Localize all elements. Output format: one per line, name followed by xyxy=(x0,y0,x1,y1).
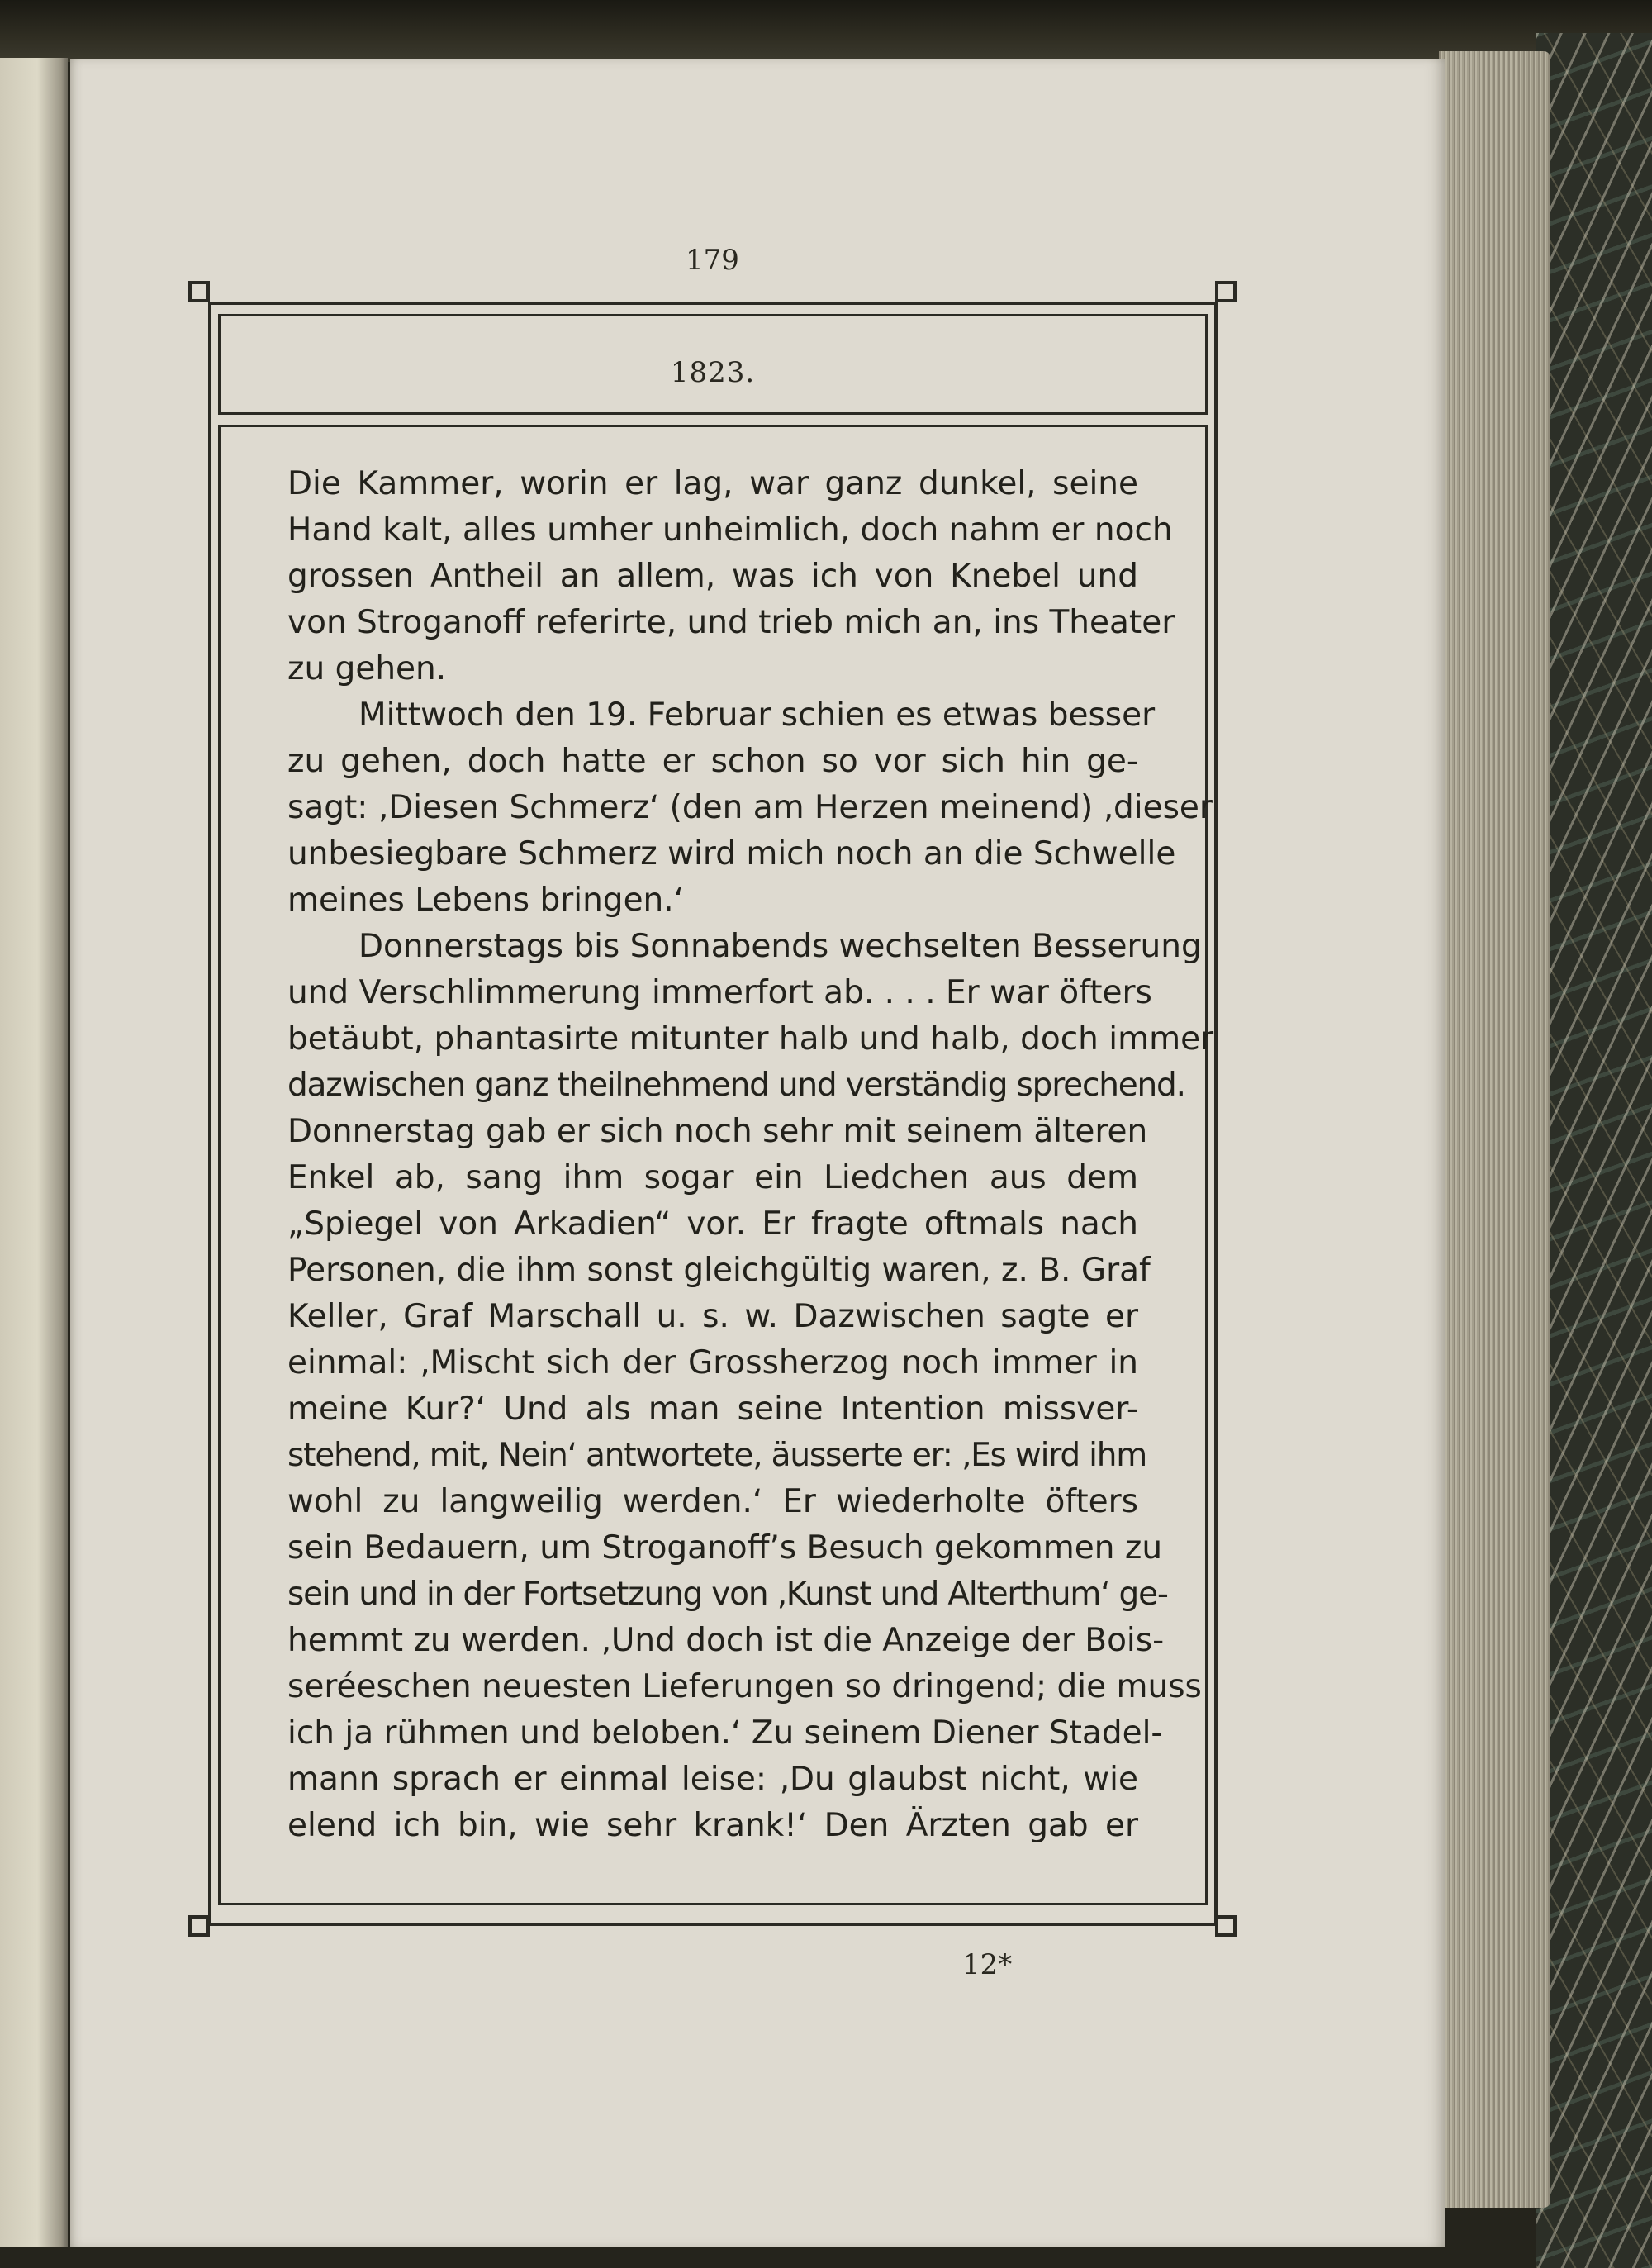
text-line: sein und in der Fortsetzung von ‚Kunst und Alterthum‘ ge- xyxy=(287,1576,1168,1613)
text-line: grossen Antheil an allem, was ich von Knebel und xyxy=(287,558,1138,595)
text-line: ich ja rühmen und beloben.‘ Zu seinem Diener Stadel- xyxy=(287,1714,1163,1752)
signature-mark: 12* xyxy=(962,1948,1013,1981)
text-line: mann sprach er einmal leise: ‚Du glaubst nicht, wie xyxy=(287,1761,1138,1798)
page-number: 179 xyxy=(686,244,739,277)
marbled-cover xyxy=(1536,33,1652,2268)
text-line: Donnerstag gab er sich noch sehr mit seinem älteren xyxy=(287,1113,1148,1150)
text-line: einmal: ‚Mischt sich der Grossherzog noch immer in xyxy=(287,1344,1138,1381)
text-line: wohl zu langweilig werden.‘ Er wiederholte öfters xyxy=(287,1483,1138,1520)
book-cover-top xyxy=(0,0,1652,62)
text-line: elend ich bin, wie sehr krank!‘ Den Ärzten gab er xyxy=(287,1807,1138,1844)
text-line: Die Kammer, worin er lag, war ganz dunkel, seine xyxy=(287,465,1138,502)
text-line: hemmt zu werden. ‚Und doch ist die Anzeige der Bois- xyxy=(287,1622,1165,1659)
page-edges xyxy=(1439,51,1550,2208)
frame-corner-bottom-left xyxy=(188,1915,210,1937)
header-year: 1823. xyxy=(670,356,756,389)
text-line: meine Kur?‘ Und als man seine Intention missver- xyxy=(287,1391,1138,1428)
text-line: von Stroganoff referirte, und trieb mich an, ins Theater xyxy=(287,604,1175,641)
text-line: Mittwoch den 19. Februar schien es etwas besser xyxy=(358,697,1156,734)
text-line: Keller, Graf Marschall u. s. w. Dazwischen sagte er xyxy=(287,1298,1138,1335)
text-line: sein Bedauern, um Stroganoff’s Besuch gekommen zu xyxy=(287,1529,1163,1567)
body-text xyxy=(287,461,1214,1849)
text-line: und Verschlimmerung immerfort ab. . . . Er war öfters xyxy=(287,974,1152,1011)
frame-corner-bottom-right xyxy=(1215,1915,1237,1937)
text-line: seréeschen neuesten Lieferungen so dringend; die muss xyxy=(287,1668,1202,1705)
text-line: betäubt, phantasirte mitunter halb und halb, doch immer xyxy=(287,1020,1214,1058)
frame-corner-top-right xyxy=(1215,281,1237,302)
text-line: „Spiegel von Arkadien“ vor. Er fragte oftmals nach xyxy=(287,1205,1138,1243)
text-line: Hand kalt, alles umher unheimlich, doch nahm er noch xyxy=(287,511,1173,549)
text-line: zu gehen. xyxy=(287,650,447,687)
text-line: meines Lebens bringen.‘ xyxy=(287,882,685,919)
header-box xyxy=(218,314,1208,415)
text-line: stehend, mit, Nein‘ antwortete, äusserte er: ‚Es wird ihm xyxy=(287,1437,1147,1474)
frame-corner-top-left xyxy=(188,281,210,302)
text-line: Personen, die ihm sonst gleichgültig waren, z. B. Graf xyxy=(287,1252,1151,1289)
text-line: zu gehen, doch hatte er schon so vor sich hin ge- xyxy=(287,743,1138,780)
text-line: sagt: ‚Diesen Schmerz‘ (den am Herzen meinend) ‚dieser xyxy=(287,789,1213,826)
text-line: Donnerstags bis Sonnabends wechselten Besserung xyxy=(358,928,1202,965)
facing-page-edge xyxy=(0,58,68,2247)
text-line: dazwischen ganz theilnehmend und verständig sprechend. xyxy=(287,1067,1185,1104)
text-line: unbesiegbare Schmerz wird mich noch an die Schwelle xyxy=(287,835,1176,872)
text-line: Enkel ab, sang ihm sogar ein Liedchen aus dem xyxy=(287,1159,1138,1196)
